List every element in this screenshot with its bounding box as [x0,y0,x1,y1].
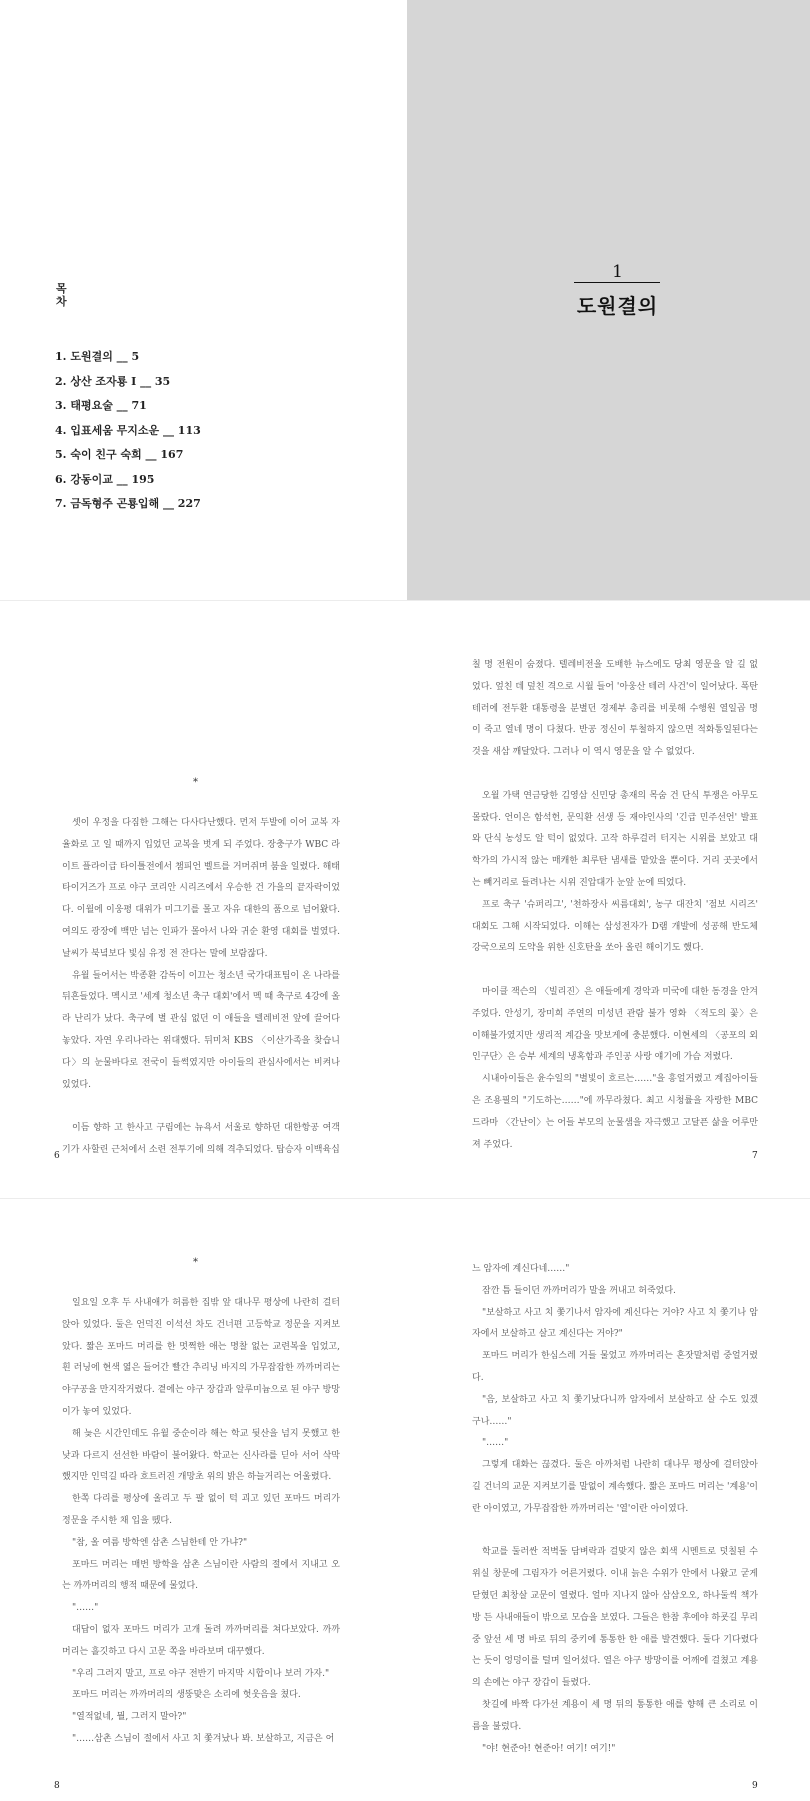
page-9-body [472,1259,758,1760]
paragraph: 포마드 머리가 한심스레 거들 물었고 까까머리는 혼잣말처럼 중얼거렸다. [472,1351,758,1383]
chapter-divider [574,282,660,283]
paragraph: 한쪽 다리를 평상에 올리고 두 팔 없이 턱 괴고 있던 포마드 머리가 정문을 주시한 채 입을 뗐다. [62,1494,340,1526]
paragraph: 마이클 잭슨의 〈빌리진〉은 애들에게 경악과 미국에 대한 동경을 안겨주었다. 안성기, 장미희 주연의 미성년 관람 불가 영화 〈적도의 꽃〉은 이해불가였지만 생리적 계감을 맛보게에 충분했다. 이현세의 〈공포의 외인구단〉은 승부 세계의 냉혹함과 주인공 사랑 얘기에 가슴 저렸다. [472,986,758,1063]
page-8-body [62,1293,340,1751]
toc-item: 1. 도원결의 __ 5 [55,350,140,363]
chapter-title: 도원결의 [576,294,659,318]
paragraph: 칠 명 전원이 숨졌다. 텔레비전을 도배한 뉴스에도 당최 영문을 알 길 없었다. 엎친 데 덮친 격으로 시월 들어 '아웅산 테러 사건'이 일어났다. 폭탄 테러에 전두환 대통령을 분별던 경제부 총리를 비롯해 수행원 열일곱 명이 죽고 열네 명이 다쳤다. 반공 정신이 투철하지 않으면 적화통일된다는 것을 새삼 깨달았다. 그러나 이 역시 영문을 알 수 없었다. [472,660,758,758]
toc-item: 4. 입표세움 무지소운 __ 113 [55,423,201,437]
paragraph: 잠깐 틈 들이던 까까머리가 말을 꺼내고 허죽었다. [482,1285,676,1296]
page-number: 9 [752,1781,758,1791]
paragraph: 학교를 둘러싼 적벽돌 담벼락과 걸맞지 않은 회색 시멘트로 덧칠된 수위실 창문에 그림자가 어른거렸다. 이내 늙은 수위가 안에서 나왔고 굳게 닫혔던 최창살 교문이 열렸다. 얼마 지나지 않아 삼삼오오, 하나둘씩 책가방 든 사내애들이 밖으로 모습을 보였다. 그들은 한참 후에야 하굣길 무리 중 앞선 세 명 바로 뒤의 중키에 통통한 한 애를 발견했다. 둘다 기다렸다는 듯이 엉덩이를 털며 일어섰다. 열은 야구 방망이를 어깨에 걸쳤고 계용의 손에는 야구 장갑이 들렸다. [472,1547,758,1689]
toc-item: 5. 숙이 친구 숙희 __ 167 [55,448,184,461]
paragraph: "……삼촌 스님이 절에서 사고 치 쫓겨났나 봐. 보살하고, 지금은 어 [72,1733,335,1744]
paragraph: 포마드 머리는 까까머리의 생뚱맞은 소리에 헛웃음을 쳤다. [72,1690,301,1701]
paragraph: 유월 들어서는 박종환 감독이 이끄는 청소년 국가대표팀이 온 나라를 뒤흔들었다. 멕시코 '세계 청소년 축구 대회'에서 멕 때 축구로 4강에 올라 난리가 났다. 축구에 별 관심 없던 이 애들을 텔레비전 앞에 끌어다 놓았다. 자연 우리나라는 위대했다. 뒤미처 KBS 〈이산가족을 찾습니다〉의 눈물바다로 전국이 들썩였지만 아이들의 관심사에서는 비켜나 있었다. [62,970,340,1090]
section-break-star: * [193,1257,198,1268]
paragraph: "……" [482,1438,509,1449]
paragraph: 해 늦은 시간인데도 유월 중순이라 해는 학교 뒷산을 넘지 못했고 한낮과 다르지 선선한 바람이 불어왔다. 학교는 신사라를 딛아 서어 삭막했지만 인덕길 따라 흐트러진 개망초 위의 밝은 하늘거리는 어울렸다. [62,1428,340,1483]
paragraph: 느 암자에 계신다네……" [472,1264,570,1274]
section-break-star: * [193,777,198,788]
paragraph: 대답이 없자 포마드 머리가 고개 돌려 까까머리를 쳐다보았다. 까까머리는 흘깃하고 다시 고문 쪽을 바라보며 대꾸했다. [62,1624,340,1657]
spread-pages-6-7 [0,600,810,1199]
page-6-body [62,813,340,1162]
paragraph: 찻길에 바짝 다가선 계용이 세 명 뒤의 통통한 애를 향해 큰 소리로 이름을 불렀다. [472,1699,758,1732]
paragraph: "우리 그러지 말고, 프로 야구 전반기 마지막 시합이나 보러 가자." [72,1668,330,1679]
paragraph: "보살하고 사고 치 쫓기나서 암자에 계신다는 거야? 사고 치 쫓기나 암자에서 보살하고 살고 계신다는 거야?" [472,1307,758,1340]
chapter-number: 1 [612,262,623,282]
spread-toc [0,0,810,600]
page-number: 8 [54,1781,60,1791]
paragraph: 이듬 향하 고 한사고 구림에는 뉴욕서 서울로 향하던 대한항공 여객기가 사할린 근처에서 소련 전투기에 의해 격추되었다. 탑승자 이백육십 [62,1123,340,1155]
page-7-body [472,655,758,1156]
page-number: 7 [752,1151,758,1161]
paragraph: "야! 현준아! 현준아! 여기! 여기!" [482,1743,616,1754]
toc-item: 3. 태평요술 __ 71 [55,399,147,412]
page-number: 6 [54,1151,60,1161]
paragraph: 오월 가택 연금당한 김영삼 신민당 총재의 목숨 건 단식 투쟁은 아무도 몰랐다. 언이은 함석헌, 문익환 선생 등 재야인사의 '긴급 민주선언' 발표와 단식 농성도 알 턱이 없었다. 고작 하루걸러 터지는 시위를 보았고 대학가의 가시적 않는 매캐한 최루탄 냄새를 맡았을 뿐이다. 거리 곳곳에서는 빼거리로 들려나는 시위 진압대가 눈앞 눈에 띄었다. [472,790,758,888]
toc-list [55,345,201,517]
paragraph: 일요일 오후 두 사내애가 허름한 집밖 앞 대나무 평상에 나란히 걸터앉아 있었다. 둘은 언덕진 이석선 차도 건너편 고등학교 정문을 지켜보았다. 짧은 포마드 머리를 한 멋쩍한 애는 명찰 없는 교련복을 입었고, 흰 러닝에 현색 엷은 들어간 빨간 추리닝 바지의 가무잡잡한 까까머리는 야구공을 만지작거렸다. 곁에는 야구 장갑과 알루미늄으로 된 야구 방망이가 놓여 있었다. [62,1298,340,1417]
toc-heading-char: 차 [56,295,67,308]
paragraph: 시내아이들은 윤수일의 "별빛이 흐르는……"을 흥얼거렸고 계집아이들은 조용필의 "기도하는……"에 까무라쳤다. 최고 시청률을 자랑한 MBC 드라마 〈간난이〉는 어들 부모의 눈물샘을 자극했고 고달픈 삶을 어루만져 주었다. [472,1074,758,1150]
toc-item: 6. 강동이교 __ 195 [55,472,155,486]
paragraph: "열적없네, 뭘, 그러지 말아?" [72,1712,187,1723]
paragraph: 그렇게 대화는 끊겼다. 둘은 아까처럼 나란히 대나무 평상에 걸터앉아 길 건너의 교문 지켜보기를 말없이 계속했다. 짧은 포마드 머리는 '계용'이란 아이였고, 가무잡잡한 까까머리는 '열'이란 아이였다. [472,1460,758,1514]
paragraph: 포마드 머리는 매번 방학을 삼촌 스님이란 사람의 절에서 지내고 오는 까까머리의 행적 때문에 물었다. [62,1559,340,1592]
toc-heading-char: 목 [56,282,67,295]
paragraph: "……" [72,1603,99,1614]
toc-item: 2. 상산 조자룡 I __ 35 [55,374,171,388]
toc-item: 7. 금독형주 곤룡입해 __ 227 [55,497,201,510]
paragraph: 프로 축구 '슈퍼리그', '천하장사 씨름대회', 농구 대잔치 '점보 시리즈' 대회도 그해 시작되었다. 이해는 삼성전자가 D램 개발에 성공해 반도체 강국으로의 도약을 위한 신호탄을 쏘아 올린 해이기도 했다. [472,899,758,954]
paragraph: "참, 올 여름 방학엔 삼촌 스님한테 안 가냐?" [72,1537,248,1548]
spread-pages-8-9 [0,1198,810,1801]
paragraph: 셋이 우정을 다짐한 그해는 다사다난했다. 먼저 두발에 이어 교복 자율화로 고 일 때까지 입었던 교복을 벗게 되 주었다. 장충구가 WBC 라이트 플라이급 타이틀전에서 챔피언 벨트를 거머쥐며 붐을 일렸다. 해태 타이거즈가 프로 야구 코리안 시리즈에서 우승한 건 가을의 끝자락이었다. 이월에 이웅평 대위가 미그기를 몰고 자유 대한의 품으로 넘어왔다. 여의도 광장에 백만 넘는 인파가 몰아서 나와 귀순 환영 대회를 벌였다. 날씨가 북녘보다 빛심 유정 전 잔다는 말에 보람잖다. [62,818,340,959]
paragraph: "음, 보살하고 사고 치 쫓기났다니까 암자에서 보살하고 살 수도 있겠구나……" [472,1394,758,1427]
toc-heading [56,282,70,308]
